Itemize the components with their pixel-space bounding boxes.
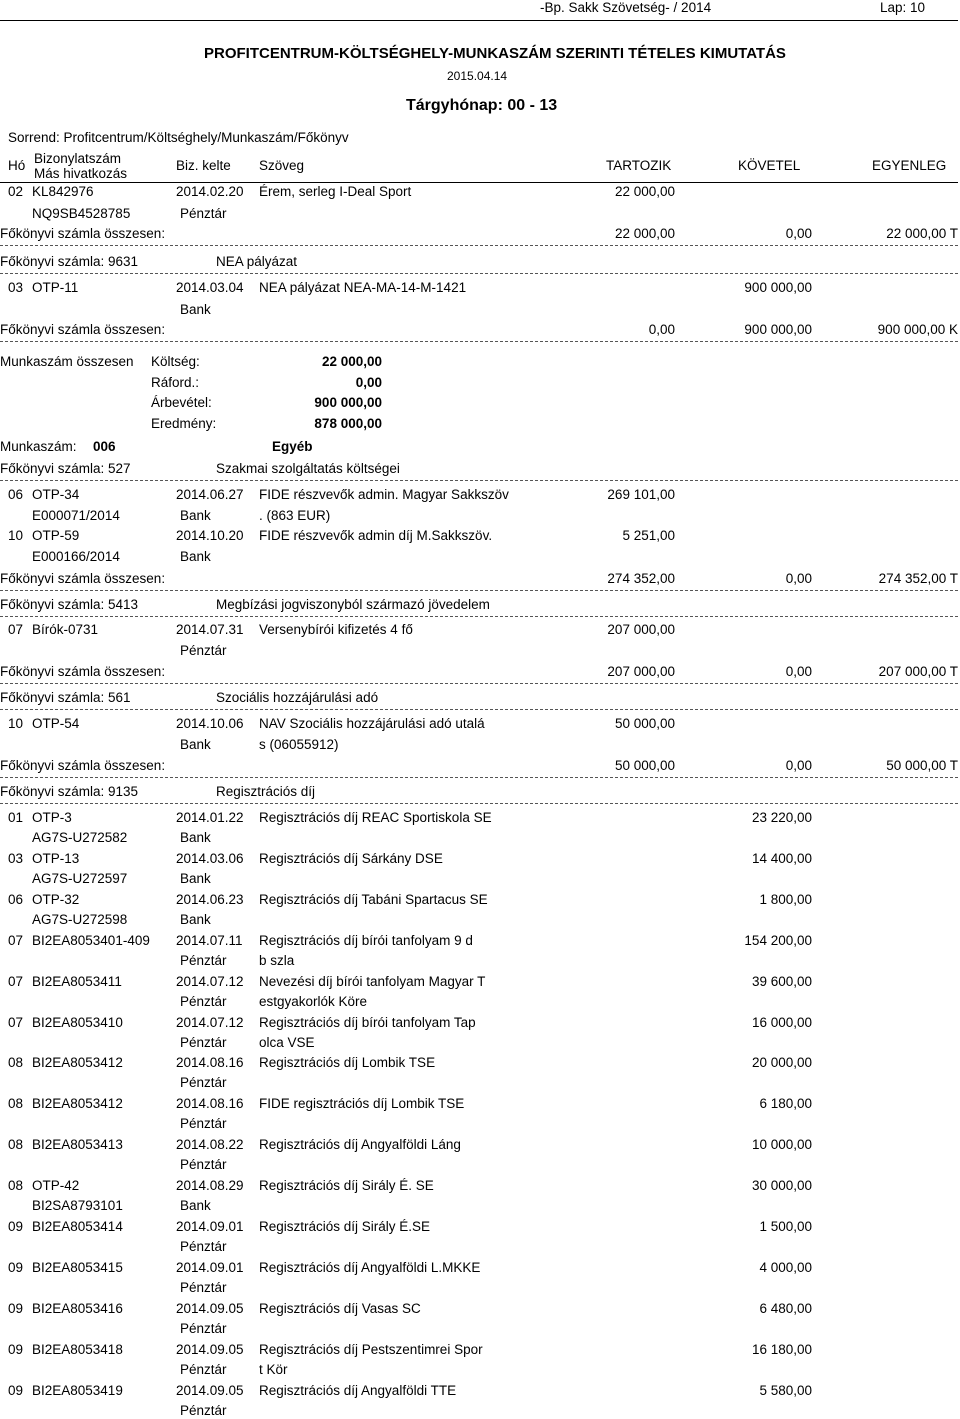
account-name: Szakmai szolgáltatás költségei [216, 461, 400, 476]
account-name: Megbízási jogviszonyból származó jövedelem [216, 597, 490, 612]
row-kind: Pénztár [180, 1035, 227, 1050]
row-kovetel: 900 000,00 [744, 280, 812, 295]
row-biz: BI2EA8053413 [32, 1137, 123, 1152]
row-text: FIDE regisztrációs díj Lombik TSE [259, 1096, 465, 1111]
row-biz: OTP-3 [32, 810, 72, 825]
report-date: 2015.04.14 [447, 69, 508, 83]
divider [0, 590, 958, 591]
row-kovetel: 14 400,00 [751, 851, 812, 866]
row-kovetel: 16 000,00 [751, 1015, 812, 1030]
total-egyenleg: 207 000,00 T [878, 664, 958, 679]
account-name: NEA pályázat [216, 254, 298, 269]
row-kovetel: 5 580,00 [759, 1383, 812, 1398]
row-text: NAV Szociális hozzájárulási adó utalá [259, 716, 485, 731]
row-ho: 10 [8, 716, 24, 731]
row-kind: Pénztár [180, 1362, 227, 1377]
row-ho: 07 [8, 974, 24, 989]
row-text: Regisztrációs díj bírói tanfolyam Tap [259, 1015, 476, 1030]
revenue-value: 900 000,00 [314, 395, 382, 410]
row-date: 2014.08.29 [176, 1178, 244, 1193]
column-header-rule [0, 182, 958, 183]
row-date: 2014.06.27 [176, 487, 244, 502]
row-kind: Pénztár [180, 953, 227, 968]
row-date: 2014.07.31 [176, 622, 244, 637]
total-tartozik: 207 000,00 [607, 664, 675, 679]
row-text: Regisztrációs díj Sárkány DSE [259, 851, 443, 866]
row-date: 2014.10.20 [176, 528, 244, 543]
row-date: 2014.09.05 [176, 1383, 244, 1398]
total-egyenleg: 900 000,00 K [877, 322, 958, 337]
row-date: 2014.01.22 [176, 810, 244, 825]
divider [0, 273, 958, 274]
row-text: Nevezési díj bírói tanfolyam Magyar T [259, 974, 486, 989]
row-ref: E000166/2014 [32, 549, 120, 564]
org-label: -Bp. Sakk Szövetség- / 2014 [540, 0, 712, 15]
row-ho: 07 [8, 933, 24, 948]
row-kind: Pénztár [180, 1321, 227, 1336]
row-kind: Bank [180, 912, 211, 927]
row-tartozik: 22 000,00 [614, 184, 675, 199]
total-label: Főkönyvi számla összesen: [0, 571, 166, 586]
row-ref: E000071/2014 [32, 508, 120, 523]
col-mas: Más hivatkozás [34, 166, 128, 181]
header-rule [0, 20, 958, 21]
row-biz: BI2EA8053412 [32, 1055, 123, 1070]
project-label: Munkaszám: [0, 439, 77, 454]
project-name: Egyéb [272, 439, 313, 454]
row-kind: Bank [180, 302, 211, 317]
row-biz: BI2EA8053418 [32, 1342, 123, 1357]
row-biz: OTP-54 [32, 716, 80, 731]
total-label: Főkönyvi számla összesen: [0, 758, 166, 773]
row-text: Regisztrációs díj Angyalföldi L.MKKE [259, 1260, 481, 1275]
col-kelte: Biz. kelte [176, 158, 231, 173]
divider [0, 803, 958, 804]
row-date: 2014.08.16 [176, 1055, 244, 1070]
row-date: 2014.09.05 [176, 1301, 244, 1316]
row-tartozik: 50 000,00 [614, 716, 675, 731]
row-kind: Pénztár [180, 643, 227, 658]
row-biz: BI2EA8053416 [32, 1301, 123, 1316]
row-text2: t Kör [259, 1362, 288, 1377]
row-ho: 02 [8, 184, 24, 199]
col-kovetel: KÖVETEL [738, 158, 801, 173]
page-number: Lap: 10 [880, 0, 926, 15]
divider [0, 480, 958, 481]
row-text2: . (863 EUR) [259, 508, 331, 523]
row-text: Regisztrációs díj Tabáni Spartacus SE [259, 892, 488, 907]
col-egyenleg: EGYENLEG [872, 158, 947, 173]
total-egyenleg: 274 352,00 T [878, 571, 958, 586]
row-text: Regisztrációs díj Sirály É. SE [259, 1178, 434, 1193]
row-kind: Pénztár [180, 1157, 227, 1172]
row-ho: 09 [8, 1219, 24, 1234]
total-kovetel: 0,00 [785, 758, 812, 773]
row-ho: 07 [8, 1015, 24, 1030]
row-biz: OTP-34 [32, 487, 80, 502]
row-biz: OTP-11 [32, 280, 79, 295]
row-date: 2014.03.06 [176, 851, 244, 866]
row-kovetel: 10 000,00 [751, 1137, 812, 1152]
row-date: 2014.08.22 [176, 1137, 244, 1152]
account-label: Főkönyvi számla: 527 [0, 461, 131, 476]
row-ho: 08 [8, 1137, 24, 1152]
row-ref: BI2SA8793101 [32, 1198, 123, 1213]
row-ho: 07 [8, 622, 24, 637]
row-text: Érem, serleg I-Deal Sport [259, 184, 412, 199]
row-text2: s (06055912) [259, 737, 339, 752]
total-egyenleg: 22 000,00 T [886, 226, 958, 241]
col-bizonylat: Bizonylatszám [34, 151, 122, 166]
account-name: Szociális hozzájárulási adó [216, 690, 379, 705]
row-biz: OTP-13 [32, 851, 80, 866]
expense-value: 0,00 [355, 375, 382, 390]
total-kovetel: 0,00 [785, 571, 812, 586]
row-kind: Bank [180, 549, 211, 564]
row-ref: AG7S-U272597 [32, 871, 128, 886]
total-kovetel: 900 000,00 [744, 322, 812, 337]
row-date: 2014.10.06 [176, 716, 244, 731]
row-ho: 03 [8, 280, 24, 295]
account-label: Főkönyvi számla: 9135 [0, 784, 139, 799]
row-text: Regisztrációs díj Angyalföldi TTE [259, 1383, 457, 1398]
row-text: Regisztrációs díj Lombik TSE [259, 1055, 436, 1070]
row-kind: Pénztár [180, 1280, 227, 1295]
row-ho: 03 [8, 851, 24, 866]
total-kovetel: 0,00 [785, 226, 812, 241]
total-tartozik: 0,00 [648, 322, 675, 337]
row-ho: 09 [8, 1342, 24, 1357]
row-date: 2014.02.20 [176, 184, 244, 199]
row-biz: OTP-59 [32, 528, 80, 543]
account-label: Főkönyvi számla: 9631 [0, 254, 139, 269]
row-kovetel: 39 600,00 [751, 974, 812, 989]
total-egyenleg: 50 000,00 T [886, 758, 958, 773]
row-kovetel: 20 000,00 [751, 1055, 812, 1070]
row-biz: BI2EA8053411 [32, 974, 122, 989]
total-tartozik: 50 000,00 [614, 758, 675, 773]
row-ho: 09 [8, 1260, 24, 1275]
row-biz: BI2EA8053419 [32, 1383, 123, 1398]
row-date: 2014.08.16 [176, 1096, 244, 1111]
row-tartozik: 5 251,00 [622, 528, 675, 543]
revenue-label: Árbevétel: [151, 395, 212, 410]
result-value: 878 000,00 [314, 416, 382, 431]
row-date: 2014.07.12 [176, 974, 244, 989]
divider [0, 777, 958, 778]
row-kovetel: 1 500,00 [759, 1219, 812, 1234]
row-ref: NQ9SB4528785 [32, 206, 131, 221]
divider [0, 616, 958, 617]
row-text: Regisztrációs díj Sirály É.SE [259, 1219, 431, 1234]
divider [0, 341, 958, 342]
row-kind: Bank [180, 1198, 211, 1213]
row-kind: Pénztár [180, 1116, 227, 1131]
row-ho: 08 [8, 1178, 24, 1193]
col-szoveg: Szöveg [259, 158, 305, 173]
row-kovetel: 23 220,00 [751, 810, 812, 825]
row-text: FIDE részvevők admin díj M.Sakkszöv. [259, 528, 493, 543]
row-ho: 06 [8, 487, 24, 502]
row-text: Regisztrációs díj REAC Sportiskola SE [259, 810, 492, 825]
row-text: Versenybírói kifizetés 4 fő [259, 622, 413, 637]
row-kind: Pénztár [180, 1403, 227, 1418]
row-kovetel: 6 480,00 [759, 1301, 812, 1316]
row-tartozik: 207 000,00 [607, 622, 675, 637]
total-tartozik: 274 352,00 [607, 571, 675, 586]
row-text: Regisztrációs díj Pestszentimrei Spor [259, 1342, 483, 1357]
row-biz: BI2EA8053412 [32, 1096, 123, 1111]
total-label: Főkönyvi számla összesen: [0, 322, 166, 337]
row-kovetel: 154 200,00 [744, 933, 812, 948]
row-biz: Bírók-0731 [32, 622, 99, 637]
report-title: PROFITCENTRUM-KÖLTSÉGHELY-MUNKASZÁM SZERINTI TÉTELES KIMUTATÁS [204, 45, 786, 62]
row-ho: 08 [8, 1096, 24, 1111]
row-date: 2014.09.01 [176, 1219, 244, 1234]
divider [0, 709, 958, 710]
cost-label: Költség: [151, 354, 200, 369]
row-kind: Pénztár [180, 1239, 227, 1254]
result-label: Eredmény: [151, 416, 217, 431]
row-tartozik: 269 101,00 [607, 487, 675, 502]
row-ho: 09 [8, 1301, 24, 1316]
row-kind: Pénztár [180, 994, 227, 1009]
row-ho: 08 [8, 1055, 24, 1070]
row-kovetel: 6 180,00 [759, 1096, 812, 1111]
row-kind: Bank [180, 830, 211, 845]
row-date: 2014.09.01 [176, 1260, 244, 1275]
account-name: Regisztrációs díj [216, 784, 316, 799]
row-biz: KL842976 [32, 184, 94, 199]
row-ref: AG7S-U272582 [32, 830, 128, 845]
row-biz: BI2EA8053401-409 [32, 933, 150, 948]
row-date: 2014.03.04 [176, 280, 244, 295]
row-biz: OTP-32 [32, 892, 80, 907]
row-text2: estgyakorlók Köre [259, 994, 368, 1009]
row-biz: OTP-42 [32, 1178, 80, 1193]
summary-label: Munkaszám összesen [0, 354, 134, 369]
row-text: FIDE részvevők admin. Magyar Sakkszöv [259, 487, 509, 502]
row-date: 2014.06.23 [176, 892, 244, 907]
expense-label: Ráford.: [151, 375, 200, 390]
row-kovetel: 4 000,00 [759, 1260, 812, 1275]
row-biz: BI2EA8053415 [32, 1260, 123, 1275]
account-label: Főkönyvi számla: 5413 [0, 597, 139, 612]
row-kind: Pénztár [180, 1075, 227, 1090]
col-tartozik: TARTOZIK [606, 158, 672, 173]
row-ho: 10 [8, 528, 24, 543]
total-kovetel: 0,00 [785, 664, 812, 679]
row-kind: Pénztár [180, 206, 227, 221]
row-text: Regisztrációs díj Angyalföldi Láng [259, 1137, 461, 1152]
row-kovetel: 30 000,00 [751, 1178, 812, 1193]
total-label: Főkönyvi számla összesen: [0, 664, 166, 679]
target-month: Tárgyhónap: 00 - 13 [406, 97, 558, 114]
row-kovetel: 1 800,00 [759, 892, 812, 907]
col-ho: Hó [8, 158, 26, 173]
row-kind: Bank [180, 871, 211, 886]
row-text: Regisztrációs díj bírói tanfolyam 9 d [259, 933, 473, 948]
sort-order: Sorrend: Profitcentrum/Költséghely/Munkaszám/Főkönyv [8, 130, 349, 145]
row-kovetel: 16 180,00 [751, 1342, 812, 1357]
row-text: NEA pályázat NEA-MA-14-M-1421 [259, 280, 467, 295]
row-ho: 01 [8, 810, 24, 825]
row-biz: BI2EA8053414 [32, 1219, 123, 1234]
row-ho: 06 [8, 892, 24, 907]
row-ref: AG7S-U272598 [32, 912, 128, 927]
divider [0, 245, 958, 246]
row-text: Regisztrációs díj Vasas SC [259, 1301, 421, 1316]
row-text2: olca VSE [259, 1035, 315, 1050]
divider [0, 683, 958, 684]
row-kind: Bank [180, 508, 211, 523]
row-date: 2014.07.12 [176, 1015, 244, 1030]
row-kind: Bank [180, 737, 211, 752]
row-ho: 09 [8, 1383, 24, 1398]
cost-value: 22 000,00 [321, 354, 382, 369]
row-text2: b szla [259, 953, 295, 968]
total-label: Főkönyvi számla összesen: [0, 226, 166, 241]
row-date: 2014.07.11 [176, 933, 243, 948]
total-tartozik: 22 000,00 [614, 226, 675, 241]
row-biz: BI2EA8053410 [32, 1015, 123, 1030]
row-date: 2014.09.05 [176, 1342, 244, 1357]
account-label: Főkönyvi számla: 561 [0, 690, 131, 705]
project-code: 006 [93, 439, 116, 454]
